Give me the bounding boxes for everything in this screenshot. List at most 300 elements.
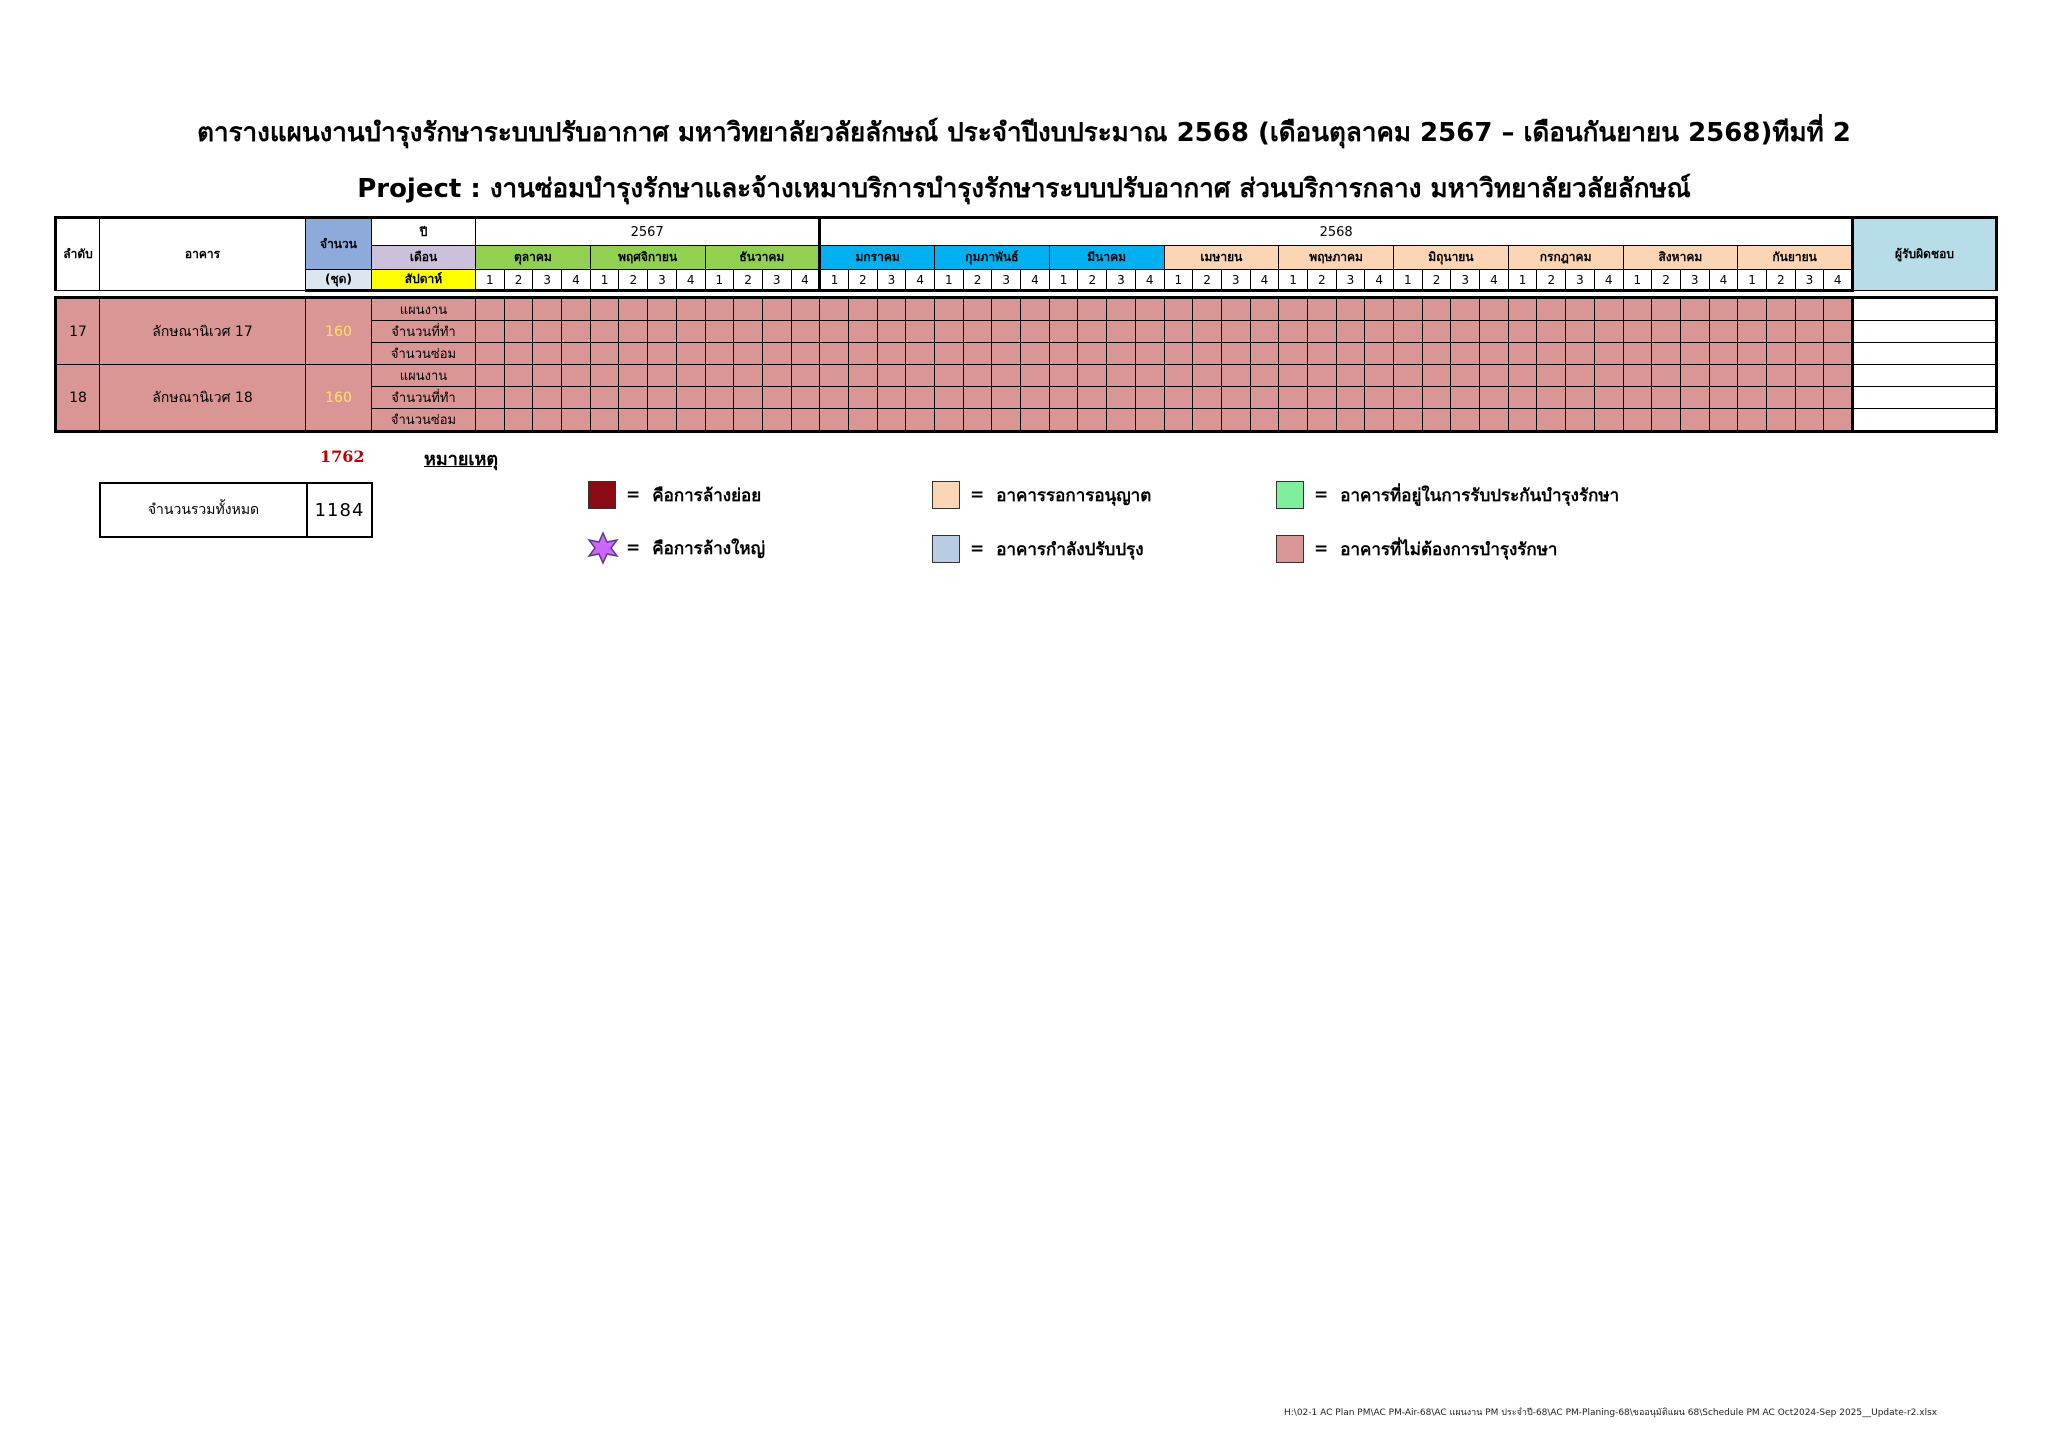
schedule-cell[interactable]: [1537, 387, 1566, 409]
schedule-cell[interactable]: [992, 321, 1021, 343]
schedule-cell[interactable]: [1164, 365, 1193, 387]
schedule-cell[interactable]: [1365, 343, 1394, 365]
schedule-cell[interactable]: [1135, 321, 1164, 343]
schedule-cell[interactable]: [1566, 343, 1595, 365]
schedule-cell[interactable]: [1766, 387, 1795, 409]
schedule-cell[interactable]: [1279, 298, 1308, 321]
schedule-cell[interactable]: [762, 387, 791, 409]
schedule-cell[interactable]: [1221, 409, 1250, 432]
schedule-cell[interactable]: [1078, 365, 1107, 387]
schedule-cell[interactable]: [1594, 321, 1623, 343]
schedule-cell[interactable]: [1021, 321, 1050, 343]
schedule-cell[interactable]: [533, 409, 562, 432]
header-week-number: 3: [1451, 270, 1480, 291]
schedule-cell[interactable]: [562, 365, 591, 387]
schedule-cell[interactable]: [877, 409, 906, 432]
schedule-cell[interactable]: [734, 387, 763, 409]
schedule-cell[interactable]: [1336, 343, 1365, 365]
schedule-cell[interactable]: [1738, 343, 1767, 365]
summary-value: 1184: [314, 499, 365, 521]
schedule-cell[interactable]: [1680, 343, 1709, 365]
schedule-cell[interactable]: [1738, 298, 1767, 321]
schedule-cell[interactable]: [734, 298, 763, 321]
schedule-cell[interactable]: [1107, 365, 1136, 387]
schedule-cell[interactable]: [533, 343, 562, 365]
schedule-cell[interactable]: [935, 321, 964, 343]
schedule-cell[interactable]: [648, 409, 677, 432]
schedule-cell[interactable]: [1193, 365, 1222, 387]
schedule-cell[interactable]: [1422, 387, 1451, 409]
schedule-cell[interactable]: [1164, 298, 1193, 321]
schedule-cell[interactable]: [1738, 321, 1767, 343]
schedule-cell[interactable]: [963, 298, 992, 321]
schedule-cell[interactable]: [906, 387, 935, 409]
schedule-cell[interactable]: [1566, 298, 1595, 321]
schedule-cell[interactable]: [619, 409, 648, 432]
schedule-cell[interactable]: [992, 365, 1021, 387]
schedule-cell[interactable]: [562, 298, 591, 321]
schedule-cell[interactable]: [848, 343, 877, 365]
schedule-cell[interactable]: [1307, 343, 1336, 365]
schedule-cell[interactable]: [1221, 298, 1250, 321]
schedule-cell[interactable]: [1307, 365, 1336, 387]
schedule-cell[interactable]: [1193, 321, 1222, 343]
schedule-cell[interactable]: [1566, 321, 1595, 343]
schedule-cell[interactable]: [648, 321, 677, 343]
schedule-cell[interactable]: [1480, 321, 1509, 343]
schedule-cell[interactable]: [1049, 298, 1078, 321]
schedule-cell[interactable]: [504, 365, 533, 387]
schedule-cell[interactable]: [992, 298, 1021, 321]
schedule-cell[interactable]: [504, 321, 533, 343]
schedule-cell[interactable]: [1566, 365, 1595, 387]
schedule-cell[interactable]: [676, 343, 705, 365]
schedule-cell[interactable]: [1049, 343, 1078, 365]
schedule-cell[interactable]: [1193, 409, 1222, 432]
schedule-cell[interactable]: [676, 321, 705, 343]
schedule-cell[interactable]: [1766, 365, 1795, 387]
schedule-cell[interactable]: [1193, 343, 1222, 365]
schedule-cell[interactable]: [590, 365, 619, 387]
schedule-cell[interactable]: [791, 387, 820, 409]
schedule-cell[interactable]: [590, 321, 619, 343]
schedule-cell[interactable]: [1795, 343, 1824, 365]
schedule-cell[interactable]: [1078, 321, 1107, 343]
schedule-cell[interactable]: [1652, 409, 1681, 432]
schedule-cell[interactable]: [1795, 365, 1824, 387]
schedule-cell[interactable]: [1594, 343, 1623, 365]
schedule-cell[interactable]: [476, 365, 505, 387]
schedule-cell[interactable]: [1078, 343, 1107, 365]
schedule-cell[interactable]: [1451, 365, 1480, 387]
schedule-cell[interactable]: [848, 409, 877, 432]
schedule-cell[interactable]: [935, 387, 964, 409]
schedule-cell[interactable]: [734, 409, 763, 432]
schedule-cell[interactable]: [1365, 365, 1394, 387]
schedule-cell[interactable]: [1049, 409, 1078, 432]
header-year-2568: 2568: [820, 218, 1853, 246]
schedule-cell[interactable]: [1336, 298, 1365, 321]
schedule-cell[interactable]: [1795, 387, 1824, 409]
schedule-cell[interactable]: [676, 298, 705, 321]
schedule-cell[interactable]: [1021, 409, 1050, 432]
schedule-cell[interactable]: [562, 409, 591, 432]
schedule-cell[interactable]: [1394, 387, 1423, 409]
schedule-cell[interactable]: [1623, 321, 1652, 343]
schedule-cell[interactable]: [562, 321, 591, 343]
schedule-cell[interactable]: [705, 409, 734, 432]
schedule-cell[interactable]: [1537, 298, 1566, 321]
schedule-cell[interactable]: [1221, 321, 1250, 343]
schedule-cell[interactable]: [1135, 298, 1164, 321]
schedule-cell[interactable]: [762, 365, 791, 387]
schedule-cell[interactable]: [619, 387, 648, 409]
schedule-cell[interactable]: [590, 387, 619, 409]
schedule-cell[interactable]: [476, 298, 505, 321]
schedule-cell[interactable]: [1307, 298, 1336, 321]
schedule-cell[interactable]: [1221, 343, 1250, 365]
schedule-cell[interactable]: [1279, 321, 1308, 343]
schedule-cell[interactable]: [1824, 343, 1853, 365]
schedule-cell[interactable]: [1307, 387, 1336, 409]
schedule-cell[interactable]: [1193, 298, 1222, 321]
schedule-cell[interactable]: [1480, 298, 1509, 321]
schedule-cell[interactable]: [1766, 321, 1795, 343]
schedule-cell[interactable]: [906, 409, 935, 432]
schedule-cell[interactable]: [963, 387, 992, 409]
schedule-cell[interactable]: [1221, 365, 1250, 387]
schedule-cell[interactable]: [762, 298, 791, 321]
schedule-cell[interactable]: [734, 365, 763, 387]
schedule-cell[interactable]: [1623, 387, 1652, 409]
schedule-cell[interactable]: [906, 365, 935, 387]
schedule-cell[interactable]: [619, 321, 648, 343]
responsible-cell[interactable]: [1853, 387, 1997, 409]
schedule-cell[interactable]: [1307, 321, 1336, 343]
schedule-cell[interactable]: [1135, 343, 1164, 365]
schedule-cell[interactable]: [1537, 365, 1566, 387]
schedule-cell[interactable]: [1766, 343, 1795, 365]
schedule-cell[interactable]: [1164, 321, 1193, 343]
schedule-cell[interactable]: [1652, 343, 1681, 365]
schedule-cell[interactable]: [734, 343, 763, 365]
schedule-cell[interactable]: [1422, 343, 1451, 365]
schedule-cell[interactable]: [1652, 387, 1681, 409]
schedule-cell[interactable]: [877, 321, 906, 343]
schedule-cell[interactable]: [1164, 343, 1193, 365]
schedule-cell[interactable]: [820, 365, 849, 387]
schedule-cell[interactable]: [1049, 321, 1078, 343]
schedule-cell[interactable]: [1508, 365, 1537, 387]
schedule-cell[interactable]: [504, 343, 533, 365]
schedule-cell[interactable]: [1279, 365, 1308, 387]
schedule-cell[interactable]: [1738, 409, 1767, 432]
schedule-cell[interactable]: [619, 365, 648, 387]
schedule-cell[interactable]: [762, 343, 791, 365]
schedule-cell[interactable]: [1594, 298, 1623, 321]
schedule-cell[interactable]: [1021, 365, 1050, 387]
schedule-cell[interactable]: [1365, 298, 1394, 321]
schedule-cell[interactable]: [476, 387, 505, 409]
schedule-cell[interactable]: [1135, 365, 1164, 387]
schedule-cell[interactable]: [1480, 387, 1509, 409]
schedule-cell[interactable]: [1623, 343, 1652, 365]
schedule-cell[interactable]: [1451, 343, 1480, 365]
schedule-cell[interactable]: [1508, 298, 1537, 321]
schedule-cell[interactable]: [1623, 298, 1652, 321]
schedule-cell[interactable]: [1307, 409, 1336, 432]
schedule-cell[interactable]: [705, 343, 734, 365]
schedule-cell[interactable]: [504, 298, 533, 321]
schedule-cell[interactable]: [1049, 365, 1078, 387]
schedule-cell[interactable]: [992, 409, 1021, 432]
schedule-cell[interactable]: [1824, 409, 1853, 432]
schedule-cell[interactable]: [1652, 321, 1681, 343]
schedule-cell[interactable]: [1279, 409, 1308, 432]
schedule-cell[interactable]: [504, 409, 533, 432]
schedule-cell[interactable]: [1480, 343, 1509, 365]
schedule-cell[interactable]: [1680, 409, 1709, 432]
schedule-cell[interactable]: [906, 298, 935, 321]
schedule-cell[interactable]: [504, 387, 533, 409]
schedule-cell[interactable]: [562, 343, 591, 365]
schedule-cell[interactable]: [791, 298, 820, 321]
schedule-cell[interactable]: [1107, 321, 1136, 343]
schedule-cell[interactable]: [935, 298, 964, 321]
schedule-cell[interactable]: [1824, 365, 1853, 387]
schedule-cell[interactable]: [762, 409, 791, 432]
schedule-cell[interactable]: [1394, 298, 1423, 321]
schedule-cell[interactable]: [1623, 365, 1652, 387]
schedule-cell[interactable]: [1135, 387, 1164, 409]
schedule-cell[interactable]: [1365, 409, 1394, 432]
schedule-cell[interactable]: [648, 343, 677, 365]
schedule-cell[interactable]: [1508, 321, 1537, 343]
schedule-cell[interactable]: [1709, 298, 1738, 321]
schedule-cell[interactable]: [906, 343, 935, 365]
row-type-label: จำนวนซ่อม: [372, 343, 476, 365]
schedule-cell[interactable]: [1566, 387, 1595, 409]
schedule-cell[interactable]: [963, 321, 992, 343]
schedule-cell[interactable]: [476, 409, 505, 432]
schedule-cell[interactable]: [1652, 365, 1681, 387]
schedule-cell[interactable]: [1709, 387, 1738, 409]
schedule-cell[interactable]: [1709, 321, 1738, 343]
schedule-cell[interactable]: [1279, 387, 1308, 409]
schedule-cell[interactable]: [1451, 409, 1480, 432]
schedule-cell[interactable]: [1652, 298, 1681, 321]
schedule-cell[interactable]: [590, 409, 619, 432]
schedule-cell[interactable]: [1336, 321, 1365, 343]
schedule-cell[interactable]: [1422, 321, 1451, 343]
schedule-cell[interactable]: [705, 298, 734, 321]
schedule-cell[interactable]: [1078, 298, 1107, 321]
schedule-cell[interactable]: [705, 321, 734, 343]
schedule-cell[interactable]: [1795, 298, 1824, 321]
header-week-label: สัปดาห์: [372, 270, 476, 291]
schedule-cell[interactable]: [906, 321, 935, 343]
schedule-cell[interactable]: [791, 321, 820, 343]
schedule-cell[interactable]: [1394, 321, 1423, 343]
schedule-cell[interactable]: [791, 409, 820, 432]
schedule-cell[interactable]: [1422, 409, 1451, 432]
schedule-cell[interactable]: [1250, 409, 1279, 432]
schedule-cell[interactable]: [705, 365, 734, 387]
schedule-cell[interactable]: [963, 343, 992, 365]
schedule-cell[interactable]: [1193, 387, 1222, 409]
schedule-cell[interactable]: [762, 321, 791, 343]
schedule-cell[interactable]: [1279, 343, 1308, 365]
schedule-cell[interactable]: [1594, 409, 1623, 432]
responsible-cell[interactable]: [1853, 343, 1997, 365]
schedule-cell[interactable]: [533, 365, 562, 387]
schedule-cell[interactable]: [1221, 387, 1250, 409]
schedule-cell[interactable]: [1508, 387, 1537, 409]
schedule-cell[interactable]: [1107, 409, 1136, 432]
schedule-cell[interactable]: [676, 409, 705, 432]
schedule-cell[interactable]: [1508, 343, 1537, 365]
schedule-cell[interactable]: [1766, 409, 1795, 432]
schedule-cell[interactable]: [1078, 387, 1107, 409]
schedule-cell[interactable]: [1021, 298, 1050, 321]
schedule-cell[interactable]: [1250, 298, 1279, 321]
schedule-cell[interactable]: [1250, 321, 1279, 343]
schedule-cell[interactable]: [1250, 343, 1279, 365]
schedule-cell[interactable]: [562, 387, 591, 409]
schedule-cell[interactable]: [734, 321, 763, 343]
schedule-cell[interactable]: [935, 365, 964, 387]
schedule-cell[interactable]: [1451, 298, 1480, 321]
schedule-cell[interactable]: [533, 298, 562, 321]
schedule-cell[interactable]: [1164, 387, 1193, 409]
schedule-cell[interactable]: [1709, 343, 1738, 365]
schedule-cell[interactable]: [1480, 365, 1509, 387]
schedule-cell[interactable]: [1824, 387, 1853, 409]
schedule-cell[interactable]: [1508, 409, 1537, 432]
schedule-cell[interactable]: [963, 365, 992, 387]
schedule-cell[interactable]: [963, 409, 992, 432]
schedule-cell[interactable]: [1480, 409, 1509, 432]
schedule-cell[interactable]: [1738, 365, 1767, 387]
schedule-cell[interactable]: [533, 387, 562, 409]
schedule-cell[interactable]: [1709, 409, 1738, 432]
schedule-cell[interactable]: [992, 343, 1021, 365]
schedule-cell[interactable]: [848, 365, 877, 387]
schedule-cell[interactable]: [820, 409, 849, 432]
schedule-cell[interactable]: [1250, 387, 1279, 409]
schedule-cell[interactable]: [1365, 387, 1394, 409]
schedule-cell[interactable]: [590, 298, 619, 321]
schedule-cell[interactable]: [1680, 387, 1709, 409]
schedule-cell[interactable]: [1336, 409, 1365, 432]
schedule-cell[interactable]: [1795, 409, 1824, 432]
schedule-cell[interactable]: [1394, 343, 1423, 365]
schedule-cell[interactable]: [705, 387, 734, 409]
schedule-cell[interactable]: [820, 321, 849, 343]
schedule-cell[interactable]: [848, 387, 877, 409]
schedule-cell[interactable]: [533, 321, 562, 343]
schedule-cell[interactable]: [1394, 365, 1423, 387]
schedule-cell[interactable]: [1537, 409, 1566, 432]
schedule-cell[interactable]: [1078, 409, 1107, 432]
schedule-cell[interactable]: [1021, 343, 1050, 365]
responsible-cell[interactable]: [1853, 365, 1997, 387]
schedule-cell[interactable]: [1795, 321, 1824, 343]
schedule-cell[interactable]: [1824, 298, 1853, 321]
schedule-cell[interactable]: [1422, 298, 1451, 321]
responsible-cell[interactable]: [1853, 321, 1997, 343]
schedule-cell[interactable]: [1566, 409, 1595, 432]
schedule-cell[interactable]: [1594, 365, 1623, 387]
schedule-cell[interactable]: [877, 298, 906, 321]
schedule-cell[interactable]: [791, 343, 820, 365]
schedule-cell[interactable]: [820, 343, 849, 365]
schedule-cell[interactable]: [1336, 365, 1365, 387]
schedule-cell[interactable]: [590, 343, 619, 365]
schedule-cell[interactable]: [1107, 343, 1136, 365]
schedule-cell[interactable]: [1766, 298, 1795, 321]
schedule-cell[interactable]: [1250, 365, 1279, 387]
schedule-cell[interactable]: [820, 387, 849, 409]
schedule-cell[interactable]: [1738, 387, 1767, 409]
schedule-cell[interactable]: [648, 387, 677, 409]
schedule-cell[interactable]: [935, 409, 964, 432]
schedule-cell[interactable]: [1680, 321, 1709, 343]
responsible-cell[interactable]: [1853, 298, 1997, 321]
schedule-cell[interactable]: [648, 365, 677, 387]
schedule-cell[interactable]: [877, 387, 906, 409]
schedule-cell[interactable]: [1049, 387, 1078, 409]
schedule-cell[interactable]: [1537, 343, 1566, 365]
schedule-cell[interactable]: [619, 298, 648, 321]
schedule-cell[interactable]: [1107, 387, 1136, 409]
schedule-cell[interactable]: [476, 343, 505, 365]
schedule-cell[interactable]: [1164, 409, 1193, 432]
schedule-cell[interactable]: [1680, 298, 1709, 321]
schedule-cell[interactable]: [877, 343, 906, 365]
schedule-cell[interactable]: [1336, 387, 1365, 409]
schedule-cell[interactable]: [1451, 321, 1480, 343]
schedule-cell[interactable]: [1135, 409, 1164, 432]
schedule-cell[interactable]: [1824, 321, 1853, 343]
schedule-cell[interactable]: [1623, 409, 1652, 432]
responsible-cell[interactable]: [1853, 409, 1997, 432]
schedule-cell[interactable]: [1680, 365, 1709, 387]
schedule-cell[interactable]: [1394, 409, 1423, 432]
header-week-number: 2: [1766, 270, 1795, 291]
schedule-cell[interactable]: [676, 387, 705, 409]
schedule-cell[interactable]: [877, 365, 906, 387]
schedule-cell[interactable]: [676, 365, 705, 387]
schedule-cell[interactable]: [820, 298, 849, 321]
schedule-cell[interactable]: [791, 365, 820, 387]
schedule-cell[interactable]: [1365, 321, 1394, 343]
schedule-cell[interactable]: [648, 298, 677, 321]
schedule-cell[interactable]: [848, 321, 877, 343]
schedule-cell[interactable]: [1107, 298, 1136, 321]
schedule-cell[interactable]: [1594, 387, 1623, 409]
schedule-cell[interactable]: [1537, 321, 1566, 343]
schedule-cell[interactable]: [1709, 365, 1738, 387]
schedule-cell[interactable]: [992, 387, 1021, 409]
schedule-cell[interactable]: [476, 321, 505, 343]
schedule-cell[interactable]: [1451, 387, 1480, 409]
schedule-cell[interactable]: [1021, 387, 1050, 409]
schedule-cell[interactable]: [1422, 365, 1451, 387]
schedule-cell[interactable]: [935, 343, 964, 365]
schedule-cell[interactable]: [619, 343, 648, 365]
schedule-cell[interactable]: [848, 298, 877, 321]
